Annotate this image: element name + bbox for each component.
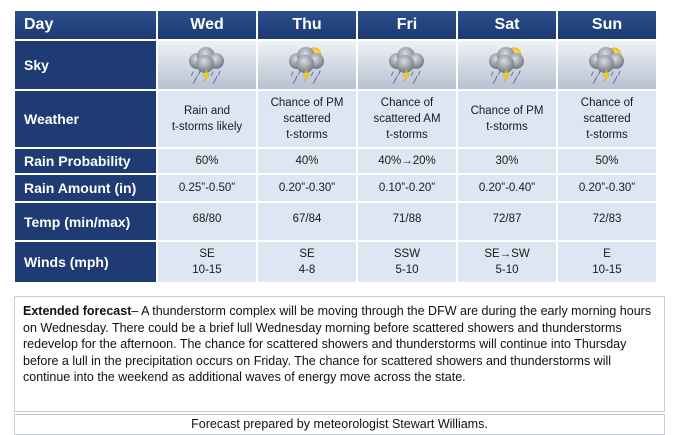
weather-label: Weather xyxy=(15,91,156,147)
rain-amount-cell: 0.10”-0.20” xyxy=(358,175,456,201)
cell-line: 4-8 xyxy=(298,264,316,276)
weather-cell-wed xyxy=(158,91,256,147)
header-row xyxy=(15,11,656,39)
cell-line: 10-15 xyxy=(592,264,622,276)
cell-line: E xyxy=(603,248,611,260)
cell-line: Rain and xyxy=(183,105,231,117)
rain-amount-cell: 0.20”-0.30” xyxy=(558,175,656,201)
sky-cell-sun xyxy=(558,41,656,89)
weather-cell-sat xyxy=(458,91,556,147)
forecast-credit: Forecast prepared by meteorologist Stewart Williams. xyxy=(14,414,665,435)
sky-cell-wed xyxy=(158,41,256,89)
forecast-table xyxy=(13,9,658,284)
cell-line: SE→SW xyxy=(484,248,530,260)
rain-probability-cell: 40%→20% xyxy=(358,149,456,173)
partly-sunny-thunderstorm-icon xyxy=(483,45,531,85)
header-day-wed: Wed xyxy=(158,11,256,39)
sky-cell-fri xyxy=(358,41,456,89)
temp-cell: 72/87 xyxy=(458,203,556,240)
winds-cell-thu xyxy=(258,242,356,282)
cell-line: t-storms xyxy=(486,121,528,133)
winds-cell-fri xyxy=(358,242,456,282)
rain-amount-row xyxy=(15,175,656,201)
weather-cell-sun xyxy=(558,91,656,147)
rain-probability-cell: 50% xyxy=(558,149,656,173)
rain-probability-cell: 60% xyxy=(158,149,256,173)
rain-amount-cell: 0.20”-0.30” xyxy=(258,175,356,201)
rain-probability-label: Rain Probability xyxy=(15,149,156,173)
cell-line: SE xyxy=(199,248,215,260)
weather-cell-thu xyxy=(258,91,356,147)
rain-thunderstorm-icon xyxy=(183,45,231,85)
rain-amount-cell: 0.25”-0.50” xyxy=(158,175,256,201)
rain-amount-label: Rain Amount (in) xyxy=(15,175,156,201)
sky-label: Sky xyxy=(15,41,156,89)
winds-cell-wed xyxy=(158,242,256,282)
winds-label: Winds (mph) xyxy=(15,242,156,282)
rain-probability-cell: 30% xyxy=(458,149,556,173)
cell-line: scattered xyxy=(583,113,631,125)
cell-line: 5-10 xyxy=(495,264,519,276)
temp-cell: 71/88 xyxy=(358,203,456,240)
header-day-label: Day xyxy=(15,11,156,39)
partly-sunny-thunderstorm-icon xyxy=(583,45,631,85)
rain-probability-cell: 40% xyxy=(258,149,356,173)
extended-forecast-text: – A thunderstorm complex will be moving through the DFW are during the early morning hours on Wednesday. There could be a brief lull Wednesday morning before scattered showers and thunderstorms redevelop for the afternoon. The chance for scattered showers and thunderstorms will continue into Thursday before a lull in the precipitation occurs on Friday. The chance for scattered showers and thunderstorms will continue into the weekend as additional waves of energy move across the state. xyxy=(23,304,652,384)
winds-row xyxy=(15,242,656,282)
header-day-fri: Fri xyxy=(358,11,456,39)
cell-line: scattered xyxy=(283,113,331,125)
cell-line: t-storms xyxy=(286,129,328,141)
rain-thunderstorm-icon xyxy=(383,45,431,85)
rain-amount-cell: 0.20”-0.40” xyxy=(458,175,556,201)
cell-line: 10-15 xyxy=(192,264,222,276)
cell-line: t-storms likely xyxy=(171,121,243,133)
extended-forecast-heading: Extended forecast xyxy=(23,304,132,318)
temp-label: Temp (min/max) xyxy=(15,203,156,240)
cell-line: t-storms xyxy=(386,129,428,141)
weather-row xyxy=(15,91,656,147)
temp-row xyxy=(15,203,656,240)
temp-cell: 72/83 xyxy=(558,203,656,240)
cell-line: Chance of PM xyxy=(470,105,544,117)
rain-probability-row xyxy=(15,149,656,173)
temp-cell: 68/80 xyxy=(158,203,256,240)
cell-line: Chance of PM xyxy=(270,97,344,109)
weather-cell-fri xyxy=(358,91,456,147)
header-day-sat: Sat xyxy=(458,11,556,39)
sky-cell-sat xyxy=(458,41,556,89)
cell-line: Chance of xyxy=(380,97,434,109)
header-day-thu: Thu xyxy=(258,11,356,39)
winds-cell-sun xyxy=(558,242,656,282)
cell-line: SSW xyxy=(393,248,421,260)
partly-sunny-thunderstorm-icon xyxy=(283,45,331,85)
sky-row xyxy=(15,41,656,89)
cell-line: scattered AM xyxy=(373,113,441,125)
winds-cell-sat xyxy=(458,242,556,282)
extended-forecast xyxy=(14,296,665,412)
cell-line: SE xyxy=(299,248,315,260)
cell-line: Chance of xyxy=(580,97,634,109)
sky-cell-thu xyxy=(258,41,356,89)
temp-cell: 67/84 xyxy=(258,203,356,240)
cell-line: t-storms xyxy=(586,129,628,141)
cell-line: 5-10 xyxy=(395,264,419,276)
header-day-sun: Sun xyxy=(558,11,656,39)
